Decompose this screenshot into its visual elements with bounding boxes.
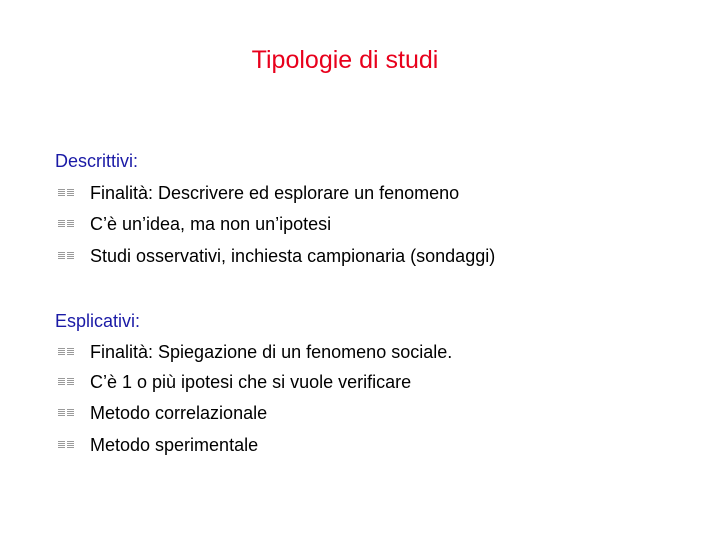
list-item-text: Finalità: Descrivere ed esplorare un fenomeno [90,183,460,203]
list-item [58,340,452,364]
list-item [58,433,258,457]
list-item-text: C’è un’idea, ma non un’ipotesi [90,214,332,234]
square-bullet-icon [58,348,82,356]
square-bullet-icon [58,441,82,449]
list-item-text: Finalità: Spiegazione di un fenomeno sociale. [90,342,453,362]
square-bullet-icon [58,220,82,228]
list-item-text: Metodo correlazionale [90,403,268,423]
square-bullet-icon [58,252,82,260]
square-bullet-icon [58,378,82,386]
slide-title: Tipologie di studi [251,46,439,74]
square-bullet-icon [58,189,82,197]
section-heading-esplicativi: Esplicativi: [55,311,141,331]
list-item-text: C’è 1 o più ipotesi che si vuole verificare [90,372,412,392]
square-bullet-icon [58,409,82,417]
list-item [58,244,495,268]
list-item [58,212,331,236]
list-item-text: Metodo sperimentale [90,435,259,455]
list-item [58,370,411,394]
list-item [58,401,267,425]
list-item-text: Studi osservativi, inchiesta campionaria (sondaggi) [90,246,496,266]
list-item [58,181,459,205]
section-heading-descrittivi: Descrittivi: [55,151,139,171]
